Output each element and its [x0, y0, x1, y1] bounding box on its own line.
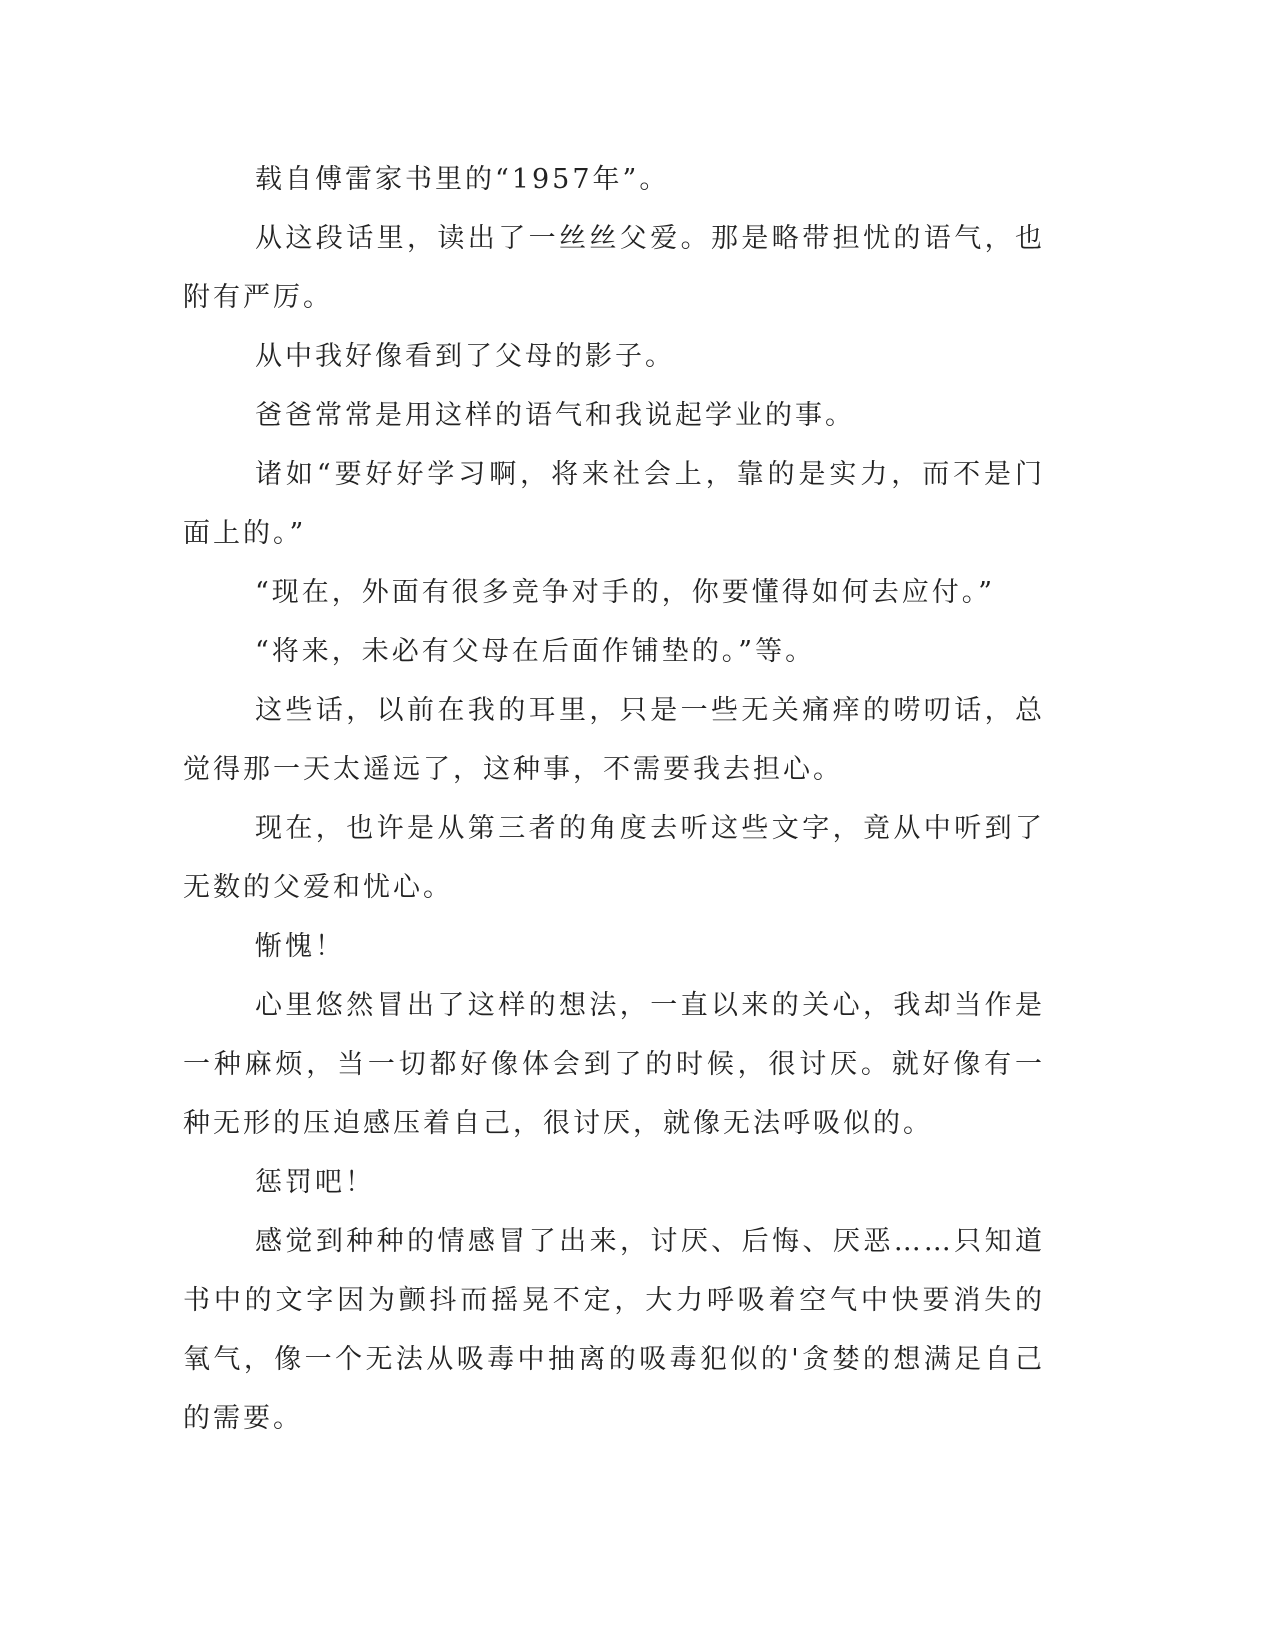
- paragraph-10: 惭愧！: [255, 931, 345, 962]
- paragraph-12: 惩罚吧！: [255, 1167, 375, 1198]
- paragraph-11: 心里悠然冒出了这样的想法，一直以来的关心，我却当作是一种麻烦，当一切都好像体会到了的时候，很讨厌。就好像有一种无形的压迫感压着自己，很讨厌，就像无法呼吸似的。: [183, 990, 1045, 1139]
- paragraph-5: 诸如“要好好学习啊，将来社会上，靠的是实力，而不是门面上的。”: [183, 459, 1045, 549]
- document-page: [183, 150, 1045, 1448]
- paragraph-9: 现在，也许是从第三者的角度去听这些文字，竟从中听到了无数的父爱和忧心。: [183, 813, 1045, 903]
- paragraph-2: 从这段话里，读出了一丝丝父爱。那是略带担忧的语气，也附有严厉。: [183, 223, 1045, 313]
- paragraph-3: 从中我好像看到了父母的影子。: [255, 341, 675, 372]
- paragraph-1: 载自傅雷家书里的“1957年”。: [255, 164, 670, 195]
- paragraph-4: 爸爸常常是用这样的语气和我说起学业的事。: [255, 400, 855, 431]
- paragraph-7: “将来，未必有父母在后面作铺垫的。”等。: [255, 636, 816, 667]
- paragraph-13: 感觉到种种的情感冒了出来，讨厌、后悔、厌恶……只知道书中的文字因为颤抖而摇晃不定，大力呼吸着空气中快要消失的氧气，像一个无法从吸毒中抽离的吸毒犯似的'贪婪的想满足自己的需要。: [183, 1226, 1045, 1434]
- paragraph-6: “现在，外面有很多竞争对手的，你要懂得如何去应付。”: [255, 577, 996, 608]
- paragraph-8: 这些话，以前在我的耳里，只是一些无关痛痒的唠叨话，总觉得那一天太遥远了，这种事，不需要我去担心。: [183, 695, 1045, 785]
